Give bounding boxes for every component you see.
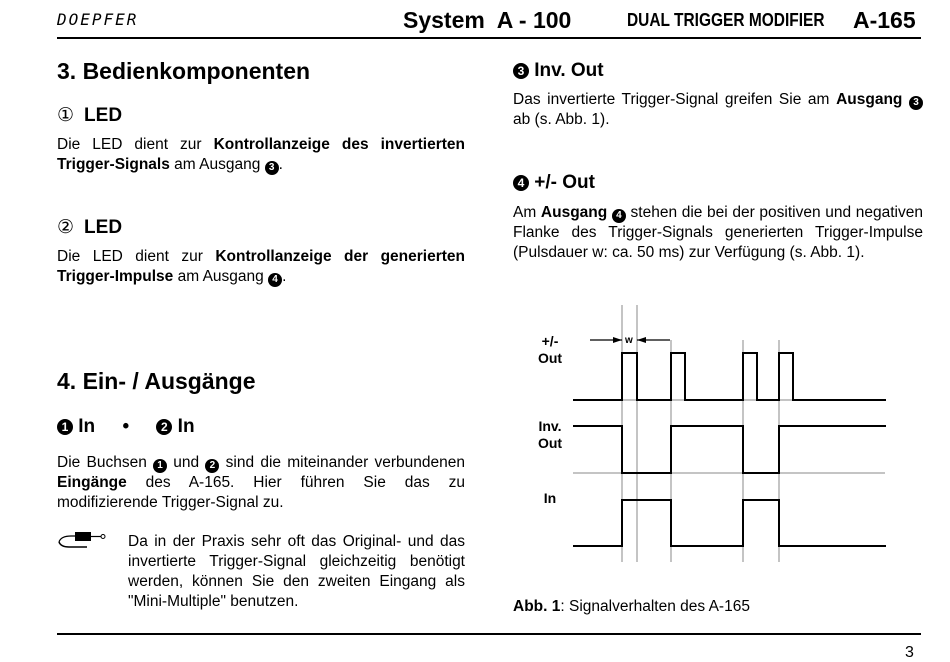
- ref-3-icon: 3: [513, 63, 529, 79]
- trace-pm-out: [573, 353, 886, 400]
- width-marker: [590, 335, 670, 346]
- footer-rule: [57, 633, 921, 635]
- ref-4-icon: 4: [268, 273, 282, 287]
- trace-in: [573, 500, 886, 546]
- ref-3-icon: 3: [265, 161, 279, 175]
- figure-caption: Abb. 1: Signalverhalten des A-165: [513, 598, 750, 615]
- led2-marker: ②: [57, 217, 75, 238]
- led2-description: Die LED dient zur Kontrollanzeige der generierten Trigger-Impulse am Ausgang 4 .: [57, 248, 465, 285]
- module-name: DUAL TRIGGER MODIFIER: [627, 10, 825, 30]
- page-number: 3: [905, 644, 914, 661]
- label-in: In: [543, 490, 557, 506]
- ref-2-icon: 2: [156, 419, 172, 435]
- pm-out-description: Am Ausgang 4 stehen die bei der positiven und negativen Flanke des Trigger-Signals generierten Trigger-Impulse (Pulsdauer w: ca. 50 ms) zur Verfügung (s. Abb. 1).: [513, 204, 923, 261]
- inv-out-description: Das invertierte Trigger-Signal greifen Sie am Ausgang 3 ab (s. Abb. 1).: [513, 90, 923, 130]
- section-4-title: 4. Ein- / Ausgänge: [57, 368, 256, 394]
- led1-title: LED: [84, 105, 123, 126]
- w-label: w: [625, 335, 633, 346]
- inv-out-heading: 3 Inv. Out: [513, 60, 604, 82]
- led2-title: LED: [84, 217, 123, 238]
- pm-out-heading: 4 +/- Out: [513, 172, 595, 194]
- label-inv-out: Inv. Out: [537, 418, 563, 451]
- module-number: A-165: [853, 7, 916, 33]
- inputs-description: Die Buchsen 1 und 2 sind die miteinander verbundenen Eingänge des A-165. Hier führen Sie das zu modifizierende Trigger-Signal zu.: [57, 454, 465, 511]
- led1-description: Die LED dient zur Kontrollanzeige des invertierten Trigger-Signals am Ausgang 3 .: [57, 136, 465, 173]
- inputs-heading: 1 In • 2 In: [57, 416, 195, 438]
- doepfer-logo: DOEPFER: [57, 10, 139, 29]
- cable-icon: [57, 528, 109, 554]
- led1-marker: ①: [57, 105, 75, 126]
- signal-diagram: [570, 300, 890, 570]
- section-3-title: 3. Bedienkomponenten: [57, 58, 311, 84]
- label-pm-out: +/- Out: [537, 333, 563, 366]
- ref-4-icon: 4: [513, 175, 529, 191]
- system-title: System A - 100: [403, 7, 572, 33]
- led1-heading: [57, 104, 122, 127]
- ref-1-icon: 1: [57, 419, 73, 435]
- led2-heading: [57, 216, 122, 239]
- trace-inv-out: [573, 426, 886, 473]
- note-text: Da in der Praxis sehr oft das Original- und das invertierte Trigger-Signal gleichzeitig benötigt werden, können Sie den zweiten Eingang als "Mini-Multiple" benutzen.: [128, 533, 465, 610]
- header-rule: [57, 37, 921, 39]
